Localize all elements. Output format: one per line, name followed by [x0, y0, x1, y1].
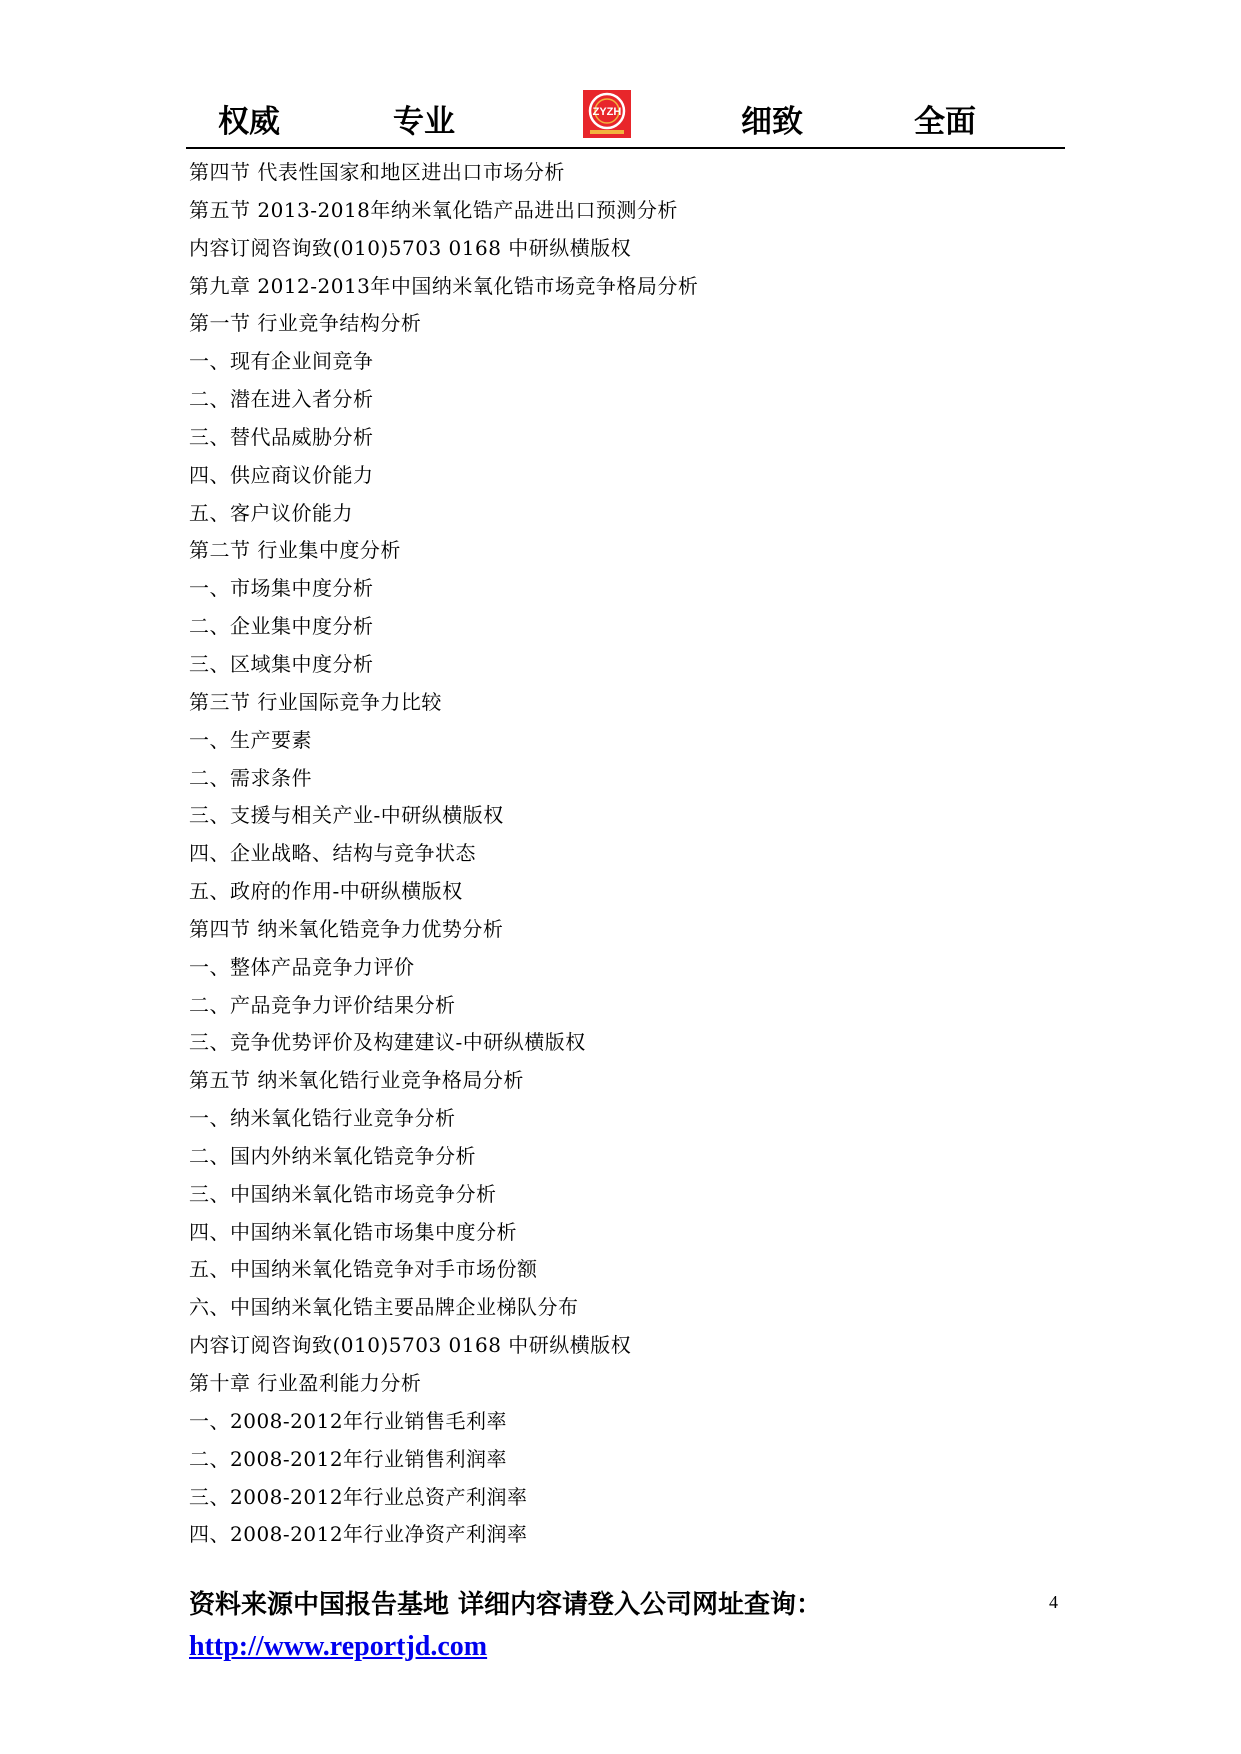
toc-line: 二、需求条件	[189, 765, 312, 790]
toc-line: 第四节 纳米氧化锆竞争力优势分析	[189, 916, 504, 941]
toc-line: 五、中国纳米氧化锆竞争对手市场份额	[189, 1257, 538, 1282]
toc-line: 二、2008-2012年行业销售利润率	[189, 1446, 508, 1471]
toc-line: 二、企业集中度分析	[189, 614, 374, 639]
toc-line: 第二节 行业集中度分析	[189, 538, 401, 563]
toc-line: 三、替代品威胁分析	[189, 424, 374, 449]
toc-line: 三、区域集中度分析	[189, 651, 374, 676]
footer-website-link[interactable]: http://www.reportjd.com	[189, 1631, 488, 1662]
page-header	[0, 0, 1241, 150]
toc-line: 四、中国纳米氧化锆市场集中度分析	[189, 1219, 517, 1244]
toc-line: 一、生产要素	[189, 727, 312, 752]
toc-line: 二、产品竞争力评价结果分析	[189, 992, 456, 1017]
toc-line: 五、客户议价能力	[189, 500, 353, 525]
toc-line: 二、国内外纳米氧化锆竞争分析	[189, 1143, 476, 1168]
toc-line: 一、2008-2012年行业销售毛利率	[189, 1408, 508, 1433]
zyzh-logo-icon	[582, 89, 632, 139]
page-number: 4	[1049, 1592, 1058, 1612]
toc-line: 第一节 行业竞争结构分析	[189, 311, 422, 336]
toc-line: 内容订阅咨询致(010)5703 0168 中研纵横版权	[189, 235, 632, 260]
toc-line: 四、企业战略、结构与竞争状态	[189, 841, 476, 866]
svg-text:ZYZH: ZYZH	[592, 106, 622, 118]
toc-line: 一、现有企业间竞争	[189, 349, 374, 374]
toc-line: 一、整体产品竞争力评价	[189, 954, 415, 979]
toc-line: 五、政府的作用-中研纵横版权	[189, 879, 463, 904]
toc-line: 第四节 代表性国家和地区进出口市场分析	[189, 160, 565, 184]
header-divider	[186, 147, 1065, 149]
toc-line: 四、2008-2012年行业净资产利润率	[189, 1522, 528, 1547]
toc-line: 三、中国纳米氧化锆市场竞争分析	[189, 1181, 497, 1206]
toc-line: 二、潜在进入者分析	[189, 387, 374, 412]
toc-line: 内容订阅咨询致(010)5703 0168 中研纵横版权	[189, 1333, 632, 1358]
table-of-contents	[189, 154, 1069, 1554]
header-word-comprehensive: 全面	[914, 104, 976, 140]
toc-line: 三、2008-2012年行业总资产利润率	[189, 1484, 528, 1509]
header-word-professional: 专业	[393, 104, 455, 140]
header-word-detailed: 细致	[741, 104, 803, 140]
toc-line: 一、纳米氧化锆行业竞争分析	[189, 1106, 456, 1131]
footer-source-text: 资料来源中国报告基地 详细内容请登入公司网址查询：	[189, 1590, 823, 1620]
toc-line: 第三节 行业国际竞争力比较	[189, 689, 442, 714]
toc-line: 第十章 行业盈利能力分析	[189, 1371, 422, 1395]
toc-line: 三、竞争优势评价及构建建议-中研纵横版权	[189, 1030, 586, 1055]
toc-line: 一、市场集中度分析	[189, 576, 374, 601]
toc-line: 四、供应商议价能力	[189, 462, 374, 487]
toc-line: 三、支援与相关产业-中研纵横版权	[189, 803, 504, 828]
toc-line: 六、中国纳米氧化锆主要品牌企业梯队分布	[189, 1295, 579, 1320]
header-word-authority: 权威	[218, 104, 280, 140]
toc-line: 第九章 2012-2013年中国纳米氧化锆市场竞争格局分析	[189, 273, 699, 298]
toc-line: 第五节 2013-2018年纳米氧化锆产品进出口预测分析	[189, 197, 678, 222]
toc-line: 第五节 纳米氧化锆行业竞争格局分析	[189, 1068, 524, 1093]
